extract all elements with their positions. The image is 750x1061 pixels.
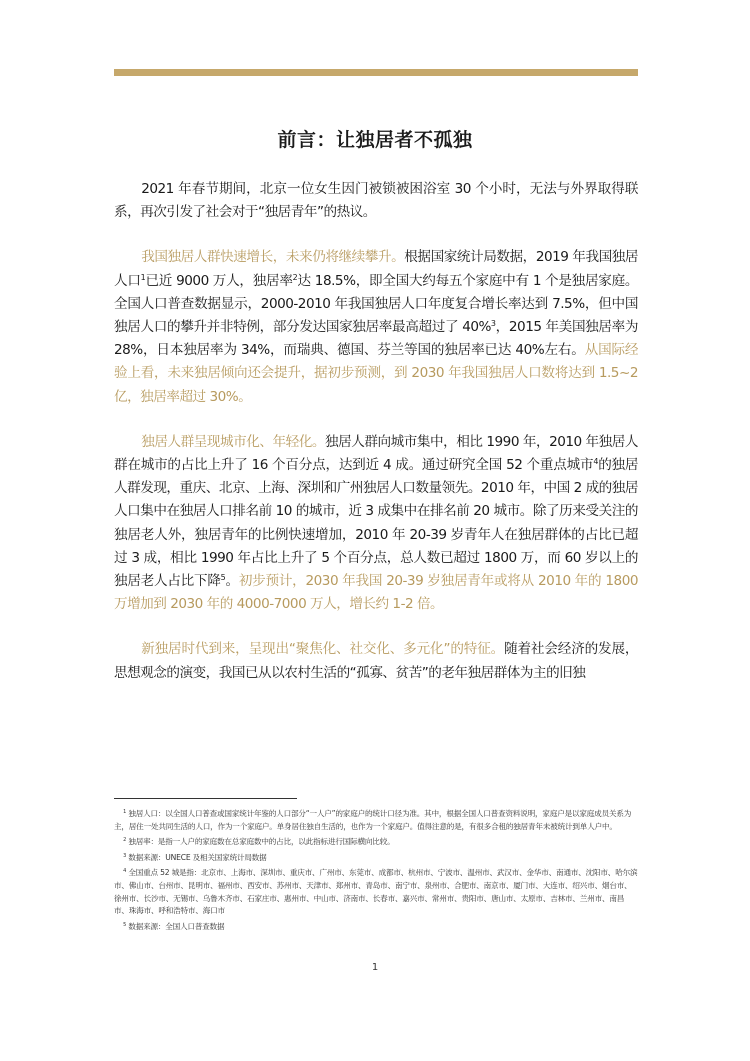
- footnote-number: 5: [123, 921, 127, 928]
- footnote-text: 全国重点 52 城是指：北京市、上海市、深圳市、重庆市、广州市、东莞市、成都市、杭州市、宁波市、温州市、武汉市、金华市、南通市、沈阳市、哈尔滨市、佛山市、台州市、昆明市、福州市、西安市、苏州市、天津市、郑州市、青岛市、南宁市、泉州市、合肥市、南京市、厦门市、大连市、绍兴市、烟台市、徐州市、长沙市、无锡市、乌鲁木齐市、石家庄市、惠州市、中山市、济南市、长春市、嘉兴市、常州市、贵阳市、唐山市、太原市、吉林市、兰州市、南昌市、珠海市、呼和浩特市、海口市: [114, 868, 638, 916]
- page-number: 1: [371, 962, 379, 973]
- highlight-lead: 独居人群呈现城市化、年轻化。: [141, 433, 325, 450]
- footnote-ref[interactable]: 1: [140, 272, 146, 282]
- footnote-ref[interactable]: 4: [593, 457, 598, 467]
- paragraph-urbanization: [114, 431, 638, 617]
- paragraph-text: 达 18.5%，即全国大约每五个家庭中有 1 个是独居家庭。全国人口普查数据显示，2000-2010 年我国独居人口年度复合增长率达到 7.5%，但中国独居人口的攀升并非特例，部分发达国家独居率最高超过了 40%: [114, 272, 638, 336]
- footnote-ref[interactable]: 3: [490, 319, 496, 329]
- footnote-text: 独居率：是指一人户的家庭数在总家庭数中的占比，以此指标进行国际横向比较。: [128, 837, 395, 847]
- footnote-3: [114, 852, 638, 865]
- paragraph-text: 随着社会经济的发展，思想观念的演变，我国已从以农村生活的“孤寡、贫苦”的老年独居群体为主的旧独: [114, 641, 639, 681]
- highlight-tail: 从国际经验上看，未来独居倾向还会提升，据初步预测，到 2030 年我国独居人口数将达到 1.5~2 亿，独居率超过 30%。: [114, 342, 638, 405]
- footnote-4: [114, 867, 638, 917]
- footnote-1: [114, 808, 638, 833]
- paragraph-text: 2021 年春节期间，北京一位女生因门被锁被困浴室 30 个小时，无法与外界取得联系，再次引发了社会对于“独居青年”的热议。: [114, 181, 638, 221]
- footnote-2: [114, 836, 638, 849]
- footnote-number: 4: [123, 868, 127, 875]
- paragraph-text: 的独居人群发现，重庆、北京、上海、深圳和广州独居人口数量领先。2010 年，中国 2 成的独居人口集中在独居人口排名前 10 的城市，近 3 成集中在排名前 20 城市。除了历来受关注的独居老人外，独居青年的比例快速增加，2010 年 20-39 岁青年人在独居群体的占比已超过 3 成，相比 1990 年占比上升了 5 个百分点，总人数已超过 1800 万，而 60 岁以上的独居老人占比下降: [114, 457, 639, 590]
- footnote-text: 数据来源：UNECE 及相关国家统计局数据: [128, 852, 267, 862]
- paragraph-text: ，2015 年美国独居率为 28%，日本独居率为 34%，而瑞典、德国、芬兰等国的独居率已达 40%左右。: [114, 319, 638, 359]
- highlight-tail: 初步预计，2030 年我国 20-39 岁独居青年或将从 2010 年的 1800 万增加到 2030 年的 4000-7000 万人，增长约 1-2 倍。: [114, 573, 638, 613]
- footnote-5: [114, 921, 638, 934]
- footnote-number: 3: [123, 852, 127, 859]
- footnote-number: 1: [123, 809, 127, 815]
- paragraph-text: 根据国家统计局数据，2019 年我国独居人口: [114, 249, 639, 289]
- footnotes: [114, 808, 638, 936]
- paragraph-text: 。: [225, 573, 239, 590]
- highlight-lead: 新独居时代到来，呈现出“聚焦化、社交化、多元化”的特征。: [141, 641, 505, 658]
- highlight-lead: 我国独居人群快速增长，未来仍将继续攀升。: [141, 249, 405, 266]
- paragraph-new-era: [114, 638, 638, 684]
- footnote-separator: [114, 798, 297, 799]
- paragraph-growth: [114, 246, 638, 408]
- page-title: 前言：让独居者不孤独: [277, 128, 473, 151]
- footnote-number: 2: [123, 837, 127, 844]
- paragraph-text: 独居人群向城市集中，相比 1990 年，2010 年独居人群在城市的占比上升了 16 个百分点，达到近 4 成。通过研究全国 52 个重点城市: [114, 433, 639, 474]
- footnote-text: 数据来源：全国人口普查数据: [128, 921, 225, 931]
- header-rule: [114, 69, 638, 76]
- footnote-ref[interactable]: 2: [292, 272, 298, 282]
- paragraph-text: 已近 9000 万人，独居率: [145, 272, 293, 289]
- document-body: [114, 178, 638, 685]
- paragraph-intro: [114, 178, 638, 224]
- footnote-ref[interactable]: 5: [220, 573, 226, 583]
- footnote-text: 独居人口：以全国人口普查或国家统计年鉴的人口部分“一人户”的家庭户的统计口径为准。其中，根据全国人口普查资料说明，家庭户是以家庭成员关系为主，居住一处共同生活的人口，作为一个家庭户。单身居住独自生活的，也作为一个家庭户。值得注意的是，有很多合租的独居青年未被统计到单人户中。: [114, 809, 632, 831]
